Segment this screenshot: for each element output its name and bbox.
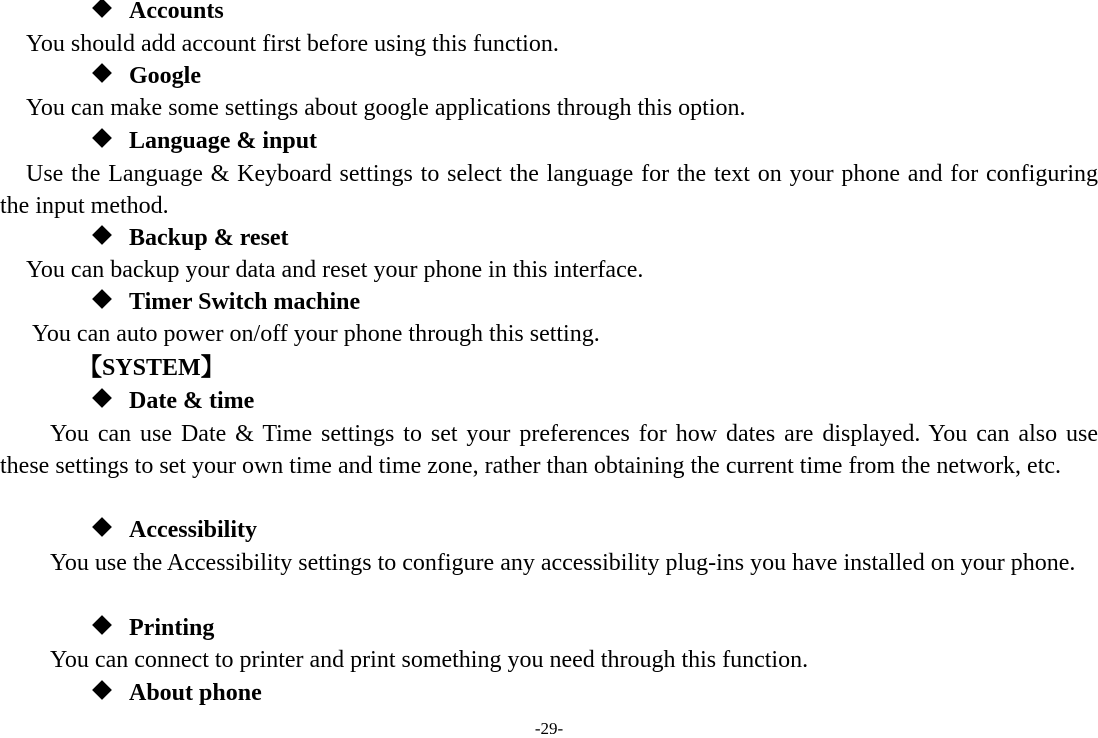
diamond-bullet-icon [92, 0, 112, 18]
diamond-bullet-icon [92, 289, 112, 309]
diamond-bullet-icon [92, 517, 112, 537]
diamond-bullet-icon [92, 128, 112, 148]
paragraph-accounts: You should add account first before using this function. [26, 31, 559, 57]
paragraph-text: You use the Accessibility settings to configure any accessibility plug-ins you have installed on your phone. [50, 550, 1076, 576]
heading-backup-reset [92, 224, 289, 252]
diamond-bullet-icon [92, 680, 112, 700]
paragraph-text: Use the Language & Keyboard settings to select the language for the text on your phone and for configuring the input method. [0, 161, 1098, 219]
heading-google [92, 62, 201, 90]
heading-accessibility [92, 516, 257, 544]
paragraph-text: You can use Date & Time settings to set your preferences for how dates are displayed. You can also use these settings to set your own time and time zone, rather than obtaining the current time from the network, etc. [0, 421, 1098, 479]
heading-text: Date & time [129, 388, 255, 414]
heading-text: Timer Switch machine [129, 289, 361, 315]
diamond-bullet-icon [92, 388, 112, 408]
heading-text: About phone [129, 680, 262, 706]
diamond-bullet-icon [92, 615, 112, 635]
paragraph-language-input [0, 158, 1098, 222]
paragraph-accessibility [0, 547, 1098, 579]
heading-date-time [92, 387, 254, 415]
paragraph-google: You can make some settings about google applications through this option. [26, 95, 746, 121]
system-section-label: 【SYSTEM】 [78, 355, 225, 381]
heading-text: Printing [129, 615, 215, 641]
heading-text: Accessibility [129, 517, 257, 543]
heading-printing [92, 614, 214, 642]
heading-timer-switch [92, 288, 360, 316]
diamond-bullet-icon [92, 225, 112, 245]
heading-accounts [92, 0, 224, 25]
paragraph-backup-reset: You can backup your data and reset your phone in this interface. [26, 257, 644, 283]
paragraph-printing: You can connect to printer and print something you need through this function. [50, 647, 809, 673]
heading-text: Accounts [129, 0, 224, 24]
heading-about-phone [92, 679, 262, 707]
heading-text: Google [129, 63, 201, 89]
diamond-bullet-icon [92, 63, 112, 83]
paragraph-date-time [0, 418, 1098, 482]
heading-text: Language & input [129, 128, 318, 154]
heading-text: Backup & reset [129, 225, 289, 251]
paragraph-timer-switch: You can auto power on/off your phone through this setting. [32, 321, 600, 347]
page-number: -29- [534, 719, 564, 738]
heading-language-input [92, 127, 317, 155]
